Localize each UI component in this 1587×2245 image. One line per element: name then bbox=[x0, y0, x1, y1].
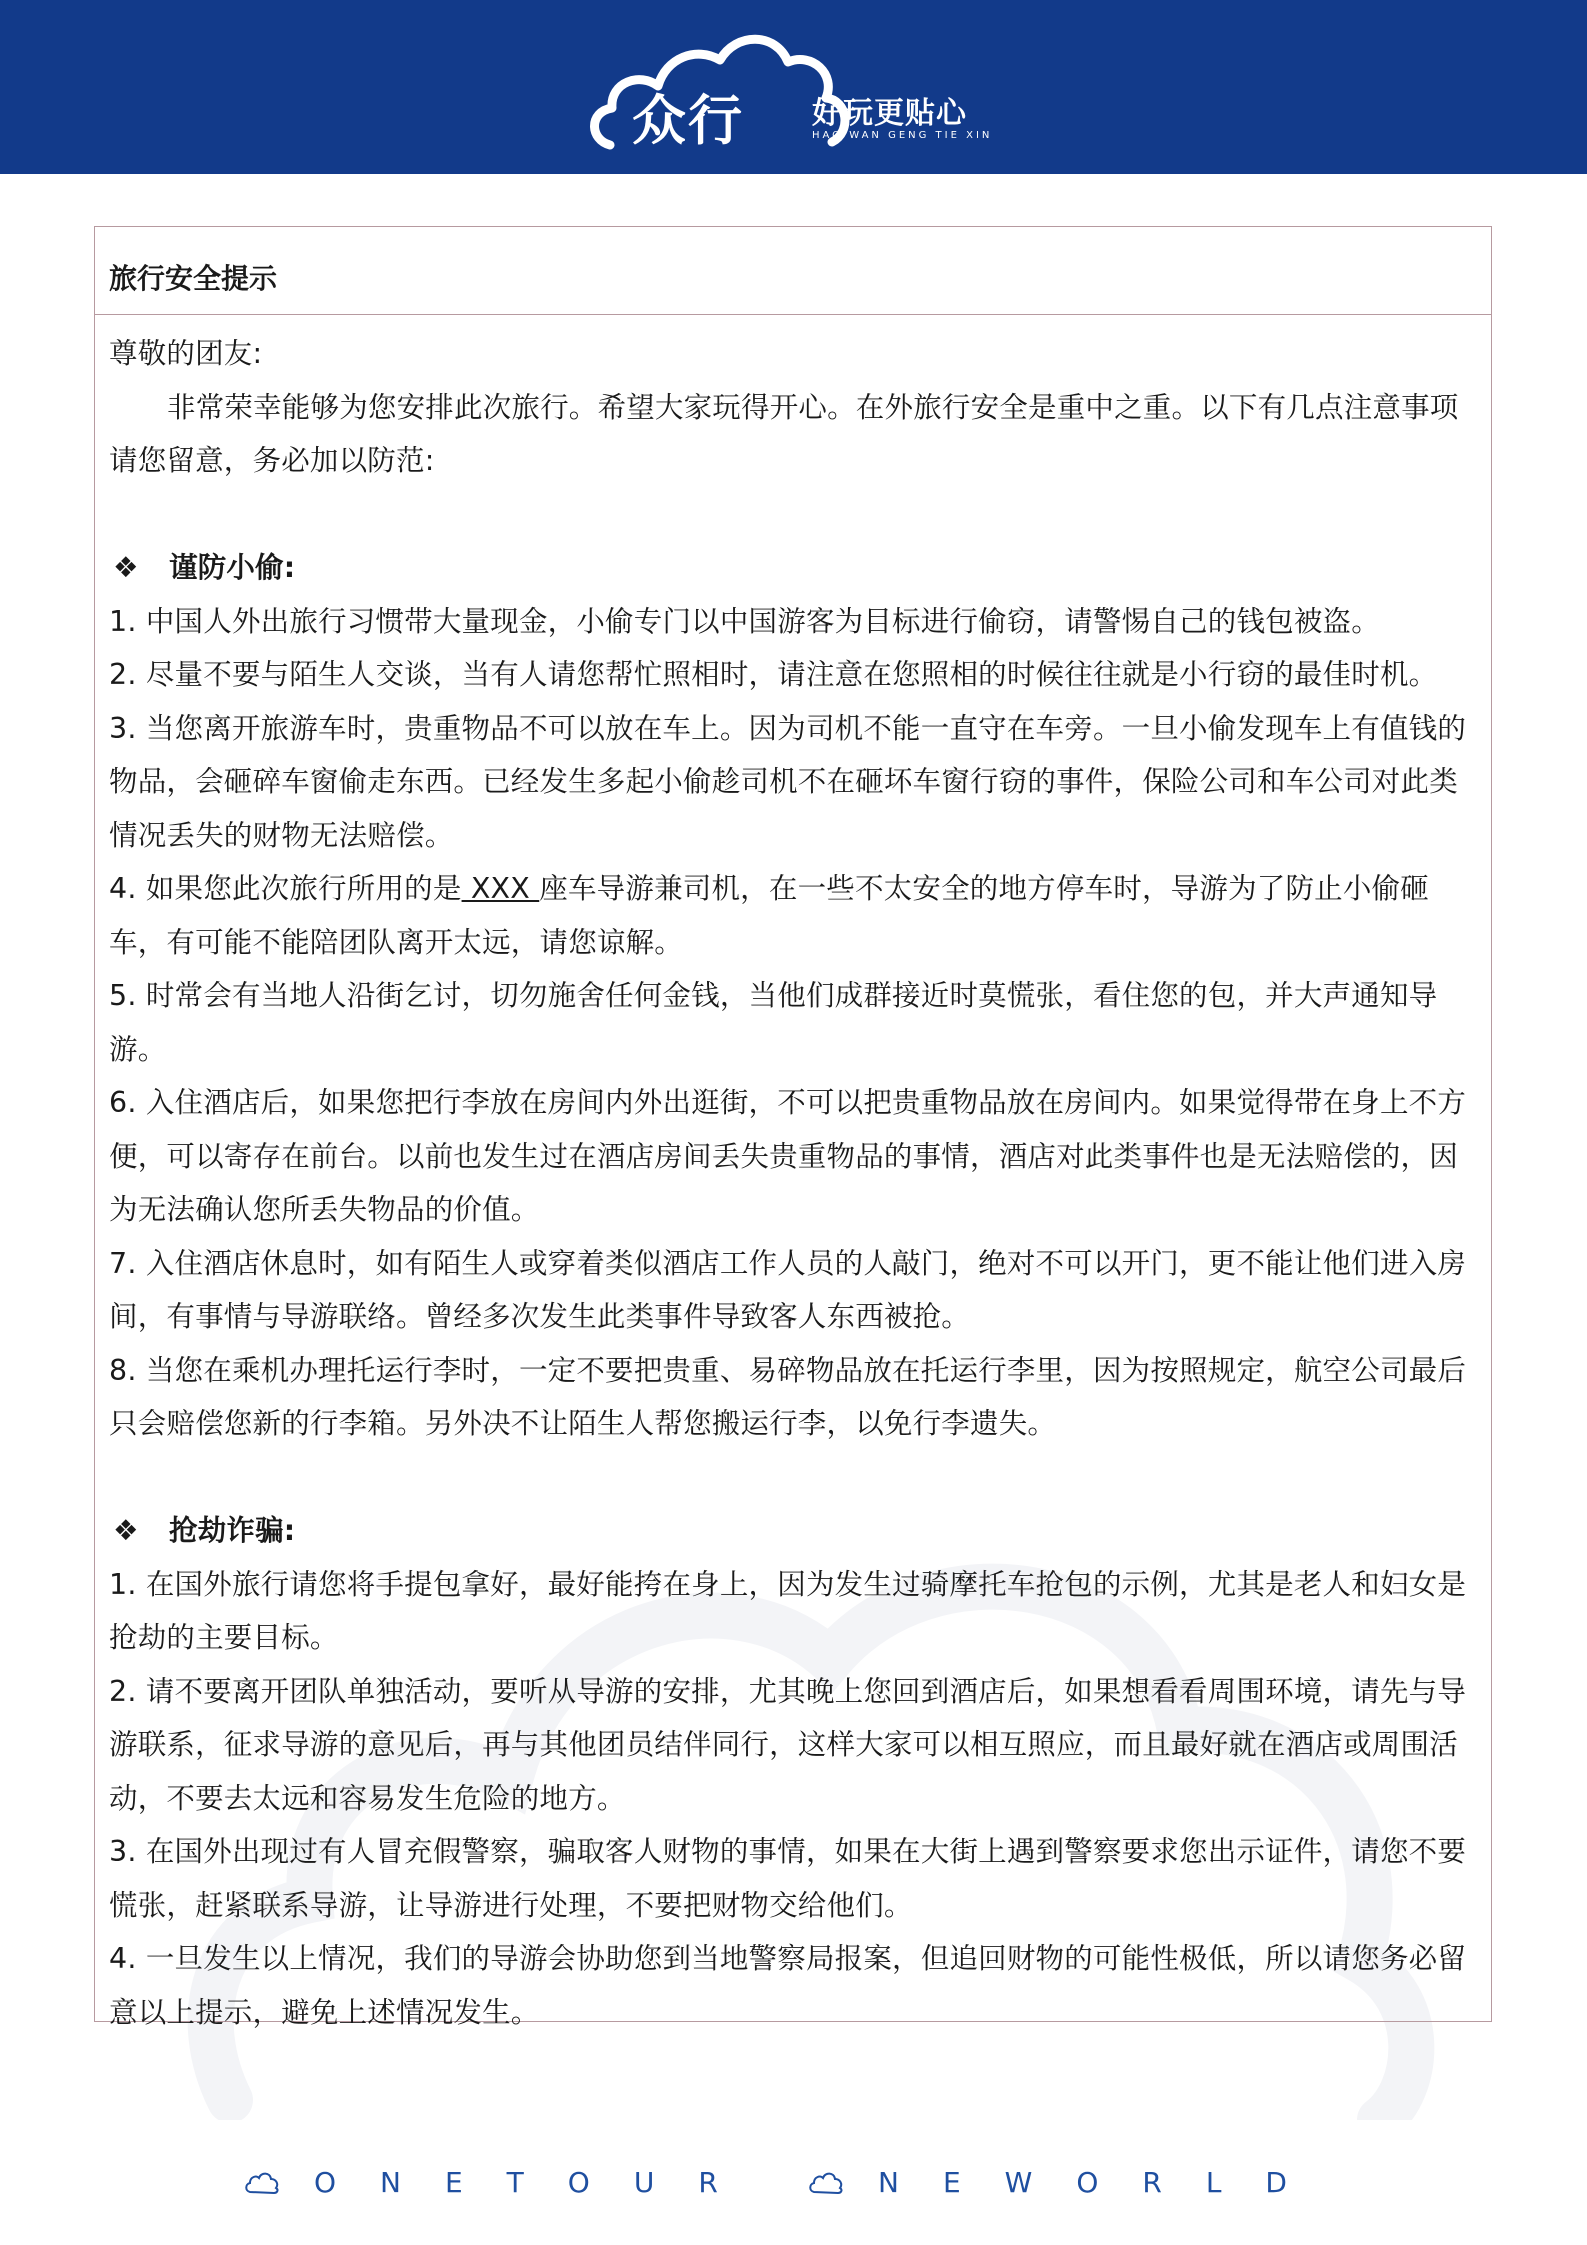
item4-blank-field: XXX bbox=[461, 872, 540, 905]
footer-tagline bbox=[0, 2160, 1587, 2210]
list-item: 1. 中国人外出旅行习惯带大量现金，小偷专门以中国游客为目标进行偷窃，请警惕自己的钱包被盗。 bbox=[109, 604, 1380, 638]
footer-right-word: NEWORLD bbox=[878, 2166, 1331, 2199]
logo-slogan: 好玩更贴心 bbox=[812, 96, 967, 131]
list-item: 3. 当您离开旅游车时，贵重物品不可以放在车上。因为司机不能一直守在车旁。一旦小偷发现车上有值钱的物品，会砸碎车窗偷走东西。已经发生多起小偷趁司机不在砸坏车窗行窃的事件，保险公司和车公司对此类情况丢失的财物无法赔偿。 bbox=[109, 711, 1467, 852]
list-item: 2. 尽量不要与陌生人交谈，当有人请您帮忙照相时，请注意在您照相的时候往往就是小行窃的最佳时机。 bbox=[109, 658, 1438, 691]
logo-brand-text: 众行 bbox=[632, 89, 744, 152]
item4-suffix: 座车导游兼司机，在一些不太安全的地方停车时，导游为了防止小偷砸车，有可能不能陪团队离开太远，请您谅解。 bbox=[109, 872, 1429, 959]
list-item: 2. 请不要离开团队单独活动，要听从导游的安排，尤其晚上您回到酒店后，如果想看看周围环境，请先与导游联系，征求导游的意见后，再与其他团员结伴同行，这样大家可以相互照应，而且最好就在酒店或周围活动，不要去太远和容易发生危险的地方。 bbox=[109, 1674, 1467, 1815]
list-item: 7. 入住酒店休息时，如有陌生人或穿着类似酒店工作人员的人敲门，绝对不可以开门，更不能让他们进入房间，有事情与导游联络。曾经多次发生此类事件导致客人东西被抢。 bbox=[109, 1246, 1467, 1333]
item4-prefix: 4. 如果您此次旅行所用的是 bbox=[109, 872, 462, 905]
section-heading-text: 谨防小偷: bbox=[169, 551, 296, 584]
section-heading-text: 抢劫诈骗: bbox=[169, 1514, 296, 1547]
cloud-icon bbox=[808, 2170, 844, 2196]
card-title: 旅行安全提示 bbox=[109, 262, 278, 295]
header-banner bbox=[0, 0, 1587, 174]
logo-pinyin: HAO WAN GENG TIE XIN bbox=[812, 130, 993, 141]
list-item: 6. 入住酒店后，如果您把行李放在房间内外出逛街，不可以把贵重物品放在房间内。如果觉得带在身上不方便，可以寄存在前台。以前也发生过在酒店房间丢失贵重物品的事情，酒店对此类事件也是无法赔偿的，因为无法确认您所丢失物品的价值。 bbox=[109, 1086, 1467, 1226]
list-item: 8. 当您在乘机办理托运行李时，一定不要把贵重、易碎物品放在托运行李里，因为按照规定，航空公司最后只会赔偿您新的行李箱。另外决不让陌生人帮您搬运行李，以免行李遗失。 bbox=[109, 1353, 1467, 1440]
list-item: 4. 一旦发生以上情况，我们的导游会协助您到当地警察局报案，但追回财物的可能性极低，所以请您务必留意以上提示，避免上述情况发生。 bbox=[109, 1942, 1467, 2029]
intro-paragraph: 非常荣幸能够为您安排此次旅行。希望大家玩得开心。在外旅行安全是重中之重。以下有几点注意事项请您留意，务必加以防范: bbox=[109, 390, 1459, 477]
list-item bbox=[109, 862, 1481, 969]
section-heading-theft bbox=[109, 541, 1481, 595]
safety-notice-card bbox=[94, 226, 1492, 2029]
list-item: 1. 在国外旅行请您将手提包拿好，最好能挎在身上，因为发生过骑摩托车抢包的示例，尤其是老人和妇女是抢劫的主要目标。 bbox=[109, 1567, 1467, 1654]
section-heading-robbery bbox=[109, 1504, 1481, 1558]
notice-content bbox=[109, 327, 1481, 2039]
diamond-bullet-icon: ❖ bbox=[113, 551, 139, 584]
list-item: 3. 在国外出现过有人冒充假警察，骗取客人财物的事情，如果在大街上遇到警察要求您出示证件，请您不要慌张，赶紧联系导游，让导游进行处理，不要把财物交给他们。 bbox=[109, 1835, 1467, 1922]
greeting: 尊敬的团友: bbox=[109, 337, 263, 370]
cloud-icon bbox=[244, 2170, 280, 2196]
card-title-row bbox=[95, 227, 1491, 315]
footer-left-word: ONETOUR bbox=[314, 2166, 762, 2199]
diamond-bullet-icon: ❖ bbox=[113, 1514, 139, 1547]
brand-logo bbox=[580, 20, 1020, 160]
list-item: 5. 时常会有当地人沿街乞讨，切勿施舍任何金钱，当他们成群接近时莫慌张，看住您的包，并大声通知导游。 bbox=[109, 979, 1438, 1066]
